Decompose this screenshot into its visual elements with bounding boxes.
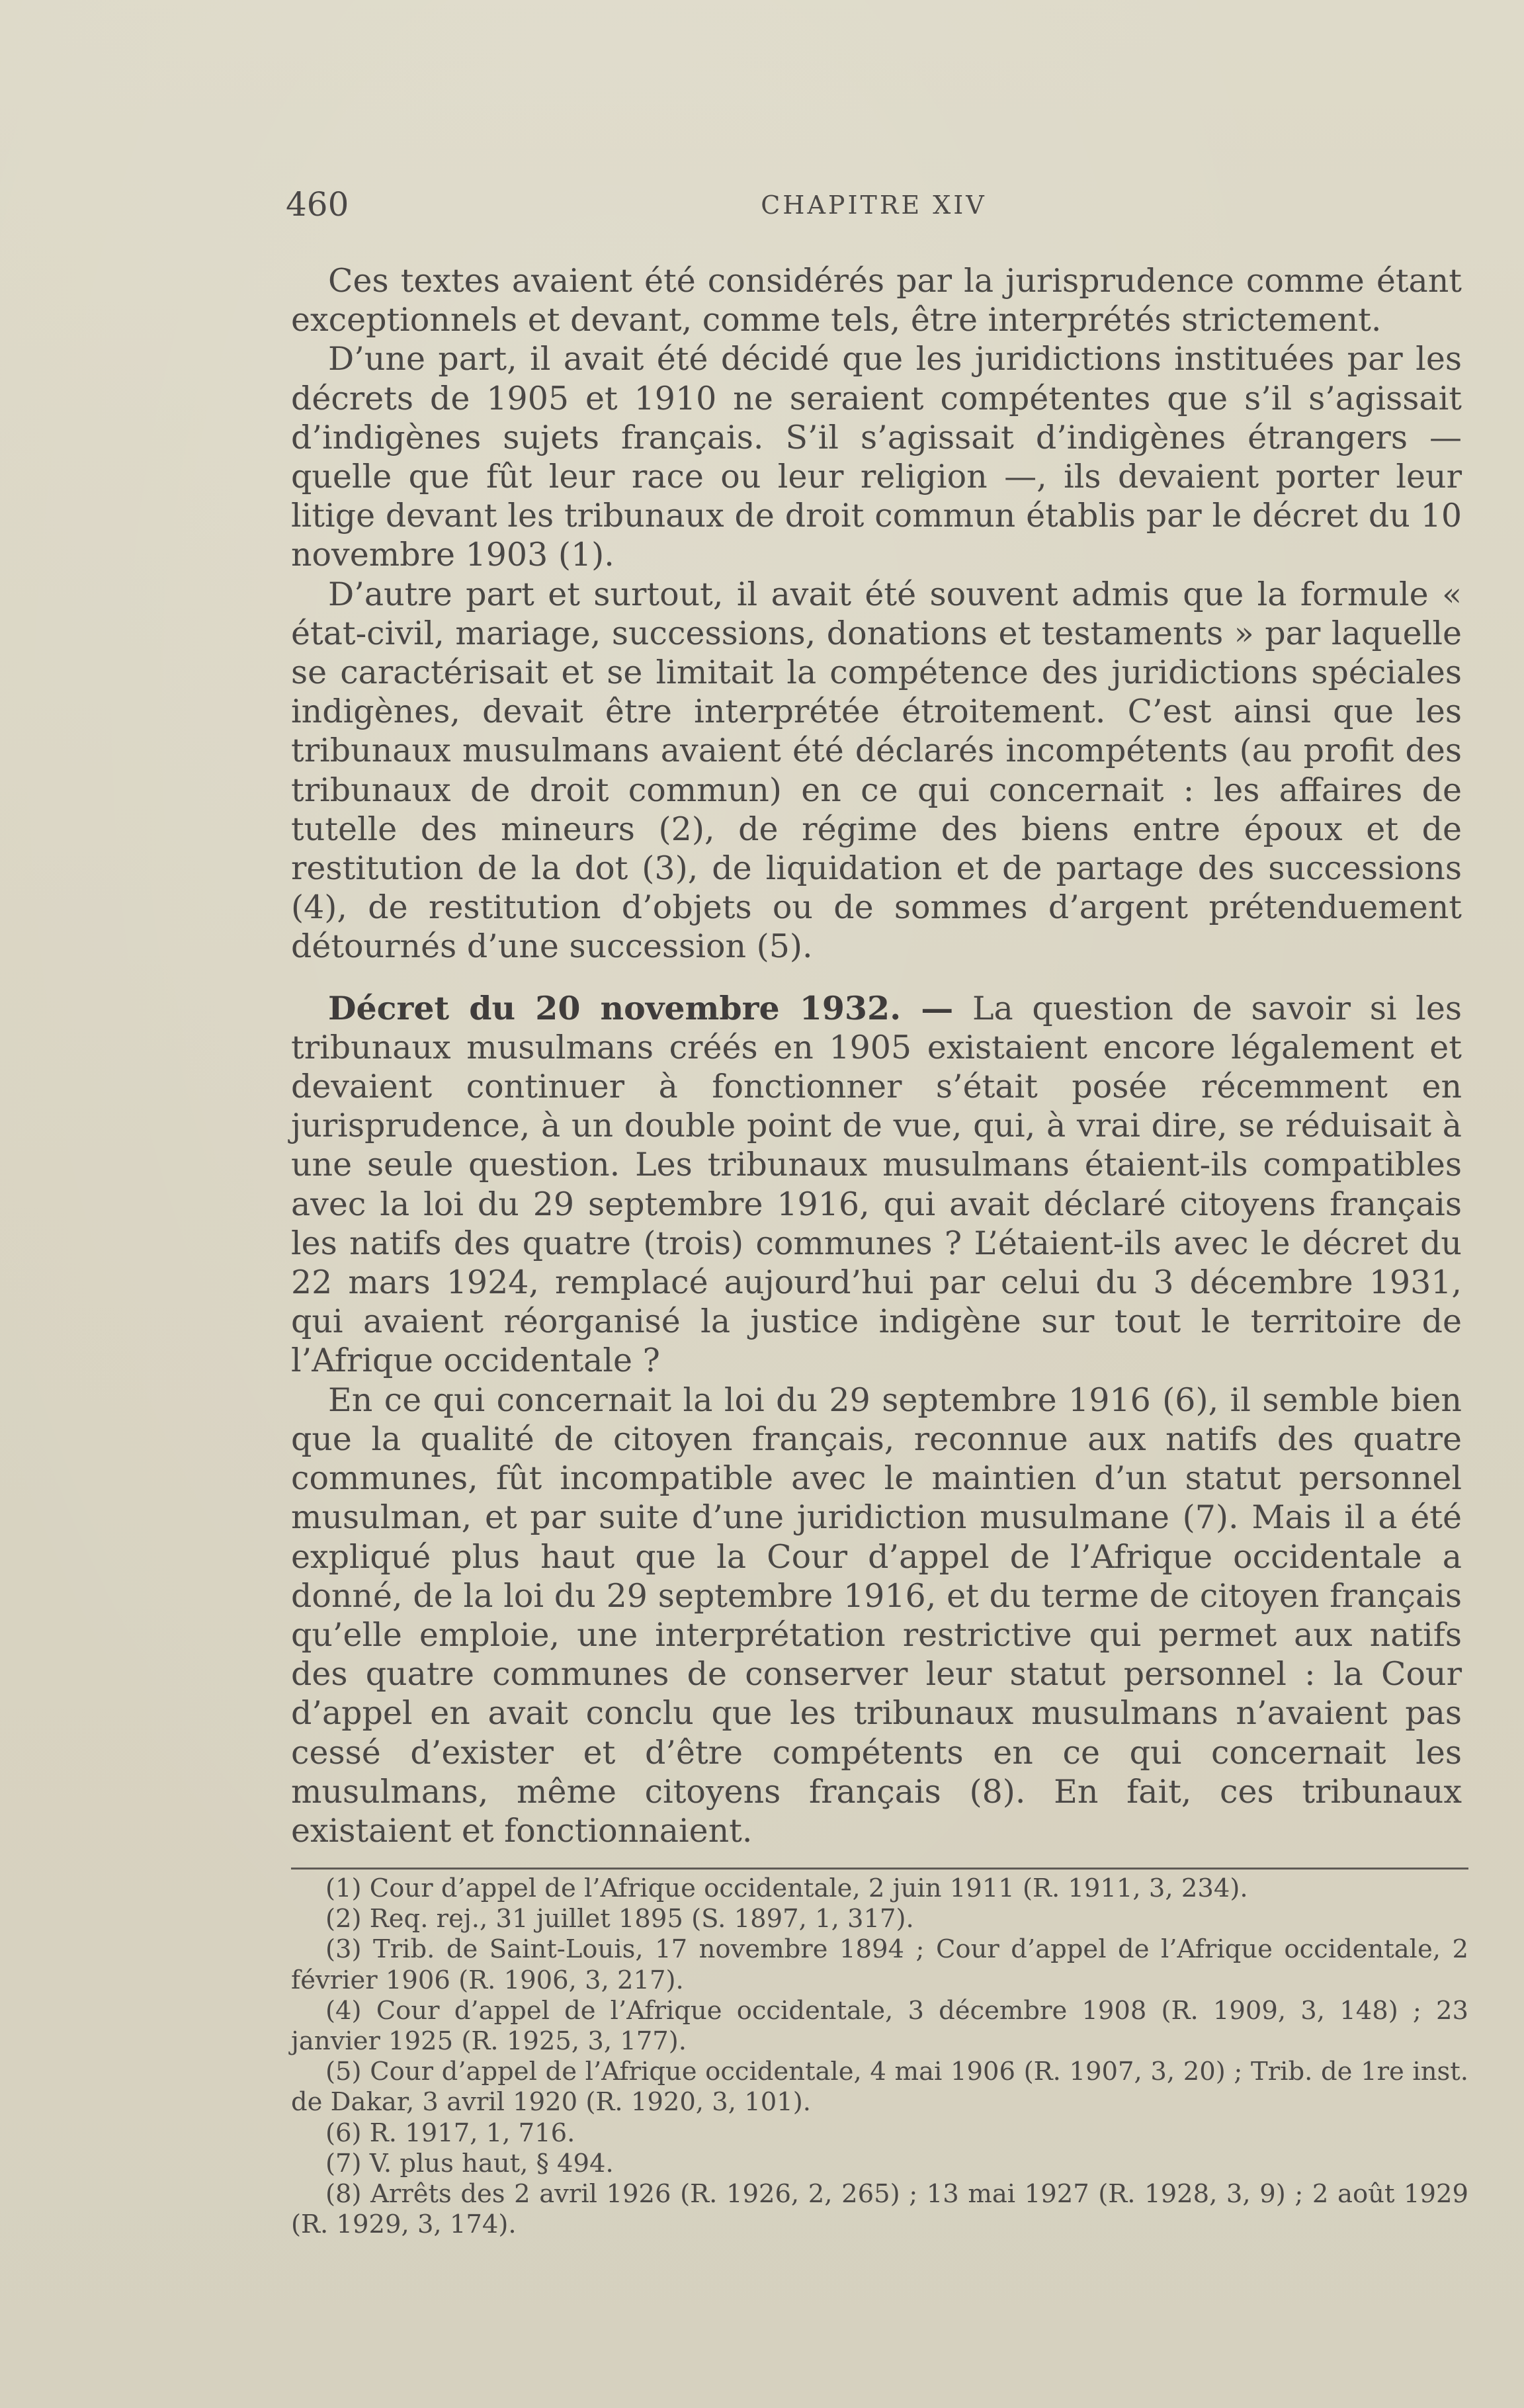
footnotes <box>291 1873 1468 2240</box>
footnote-separator <box>291 1868 1468 1870</box>
footnote-6: (6) R. 1917, 1, 716. <box>325 2118 575 2148</box>
running-title: CHAPITRE XIV <box>761 191 987 220</box>
page-number: 460 <box>286 185 349 224</box>
footnote-8: (8) Arrêts des 2 avril 1926 (R. 1926, 2, 265) ; 13 mai 1927 (R. 1928, 3, 9) ; 2 août 1929 (R. 1929, 3, 174). <box>291 2179 1468 2240</box>
paragraph-5: En ce qui concernait la loi du 29 septembre 1916 (6), il semble bien que la qualité de citoyen français, reconnue aux natifs des quatre communes, fût incompatible avec le maintien d’un statut personnel musulman, et par suite d’une juridiction musulmane (7). Mais il a été expliqué plus haut que la Cour d’appel de l’Afrique occidentale a donné, de la loi du 29 septembre 1916, et du terme de citoyen français qu’elle emploie, une interprétation restrictive qui permet aux natifs des quatre communes de conserver leur statut personnel : la Cour d’appel en avait conclu que les tribunaux musulmans n’avaient pas cessé d’exister et d’être compétents en ce qui concernait les musulmans, même citoyens français (8). En fait, ces tribunaux existaient et fonctionnaient. <box>291 1381 1462 1850</box>
footnote-3: (3) Trib. de Saint-Louis, 17 novembre 1894 ; Cour d’appel de l’Afrique occidentale, 2 février 1906 (R. 1906, 3, 217). <box>291 1934 1468 1995</box>
footnote-5: (5) Cour d’appel de l’Afrique occidentale, 4 mai 1906 (R. 1907, 3, 20) ; Trib. de 1re inst. de Dakar, 3 avril 1920 (R. 1920, 3, 101). <box>291 2057 1468 2118</box>
paragraph-4 <box>291 989 1462 1381</box>
page-header <box>286 185 1462 225</box>
paragraph-1: Ces textes avaient été considérés par la jurisprudence comme étant exceptionnels et devant, comme tels, être interprétés strictement. <box>291 262 1462 339</box>
paragraph-2: D’une part, il avait été décidé que les juridictions instituées par les décrets de 1905 et 1910 ne seraient compétentes que s’il s’agissait d’indigènes sujets français. S’il s’agissait d’indigènes étrangers — quelle que fût leur race ou leur religion —, ils devaient porter leur litige devant les tribunaux de droit commun établis par le décret du 10 novembre 1903 (1). <box>291 340 1462 574</box>
footnote-4: (4) Cour d’appel de l’Afrique occidentale, 3 décembre 1908 (R. 1909, 3, 148) ; 23 janvier 1925 (R. 1925, 3, 177). <box>291 1995 1468 2057</box>
paragraph-4-text: La question de savoir si les tribunaux musulmans créés en 1905 existaient encore légalement et devaient continuer à fonctionner s’était posée récemment en jurisprudence, à un double point de vue, qui, à vrai dire, se réduisait à une seule question. Les tribunaux musulmans étaient-ils compatibles avec la loi du 29 septembre 1916, qui avait déclaré citoyens français les natifs des quatre (trois) communes ? L’étaient-ils avec le décret du 22 mars 1924, remplacé aujourd’hui par celui du 3 décembre 1931, qui avaient réorganisé la justice indigène sur tout le territoire de l’Afrique occidentale ? <box>291 989 1462 1380</box>
footnote-7: (7) V. plus haut, § 494. <box>325 2148 614 2178</box>
footnote-1: (1) Cour d’appel de l’Afrique occidentale, 2 juin 1911 (R. 1911, 3, 234). <box>325 1873 1248 1903</box>
footnote-2: (2) Req. rej., 31 juillet 1895 (S. 1897, 1, 317). <box>325 1904 914 1934</box>
paragraph-3: D’autre part et surtout, il avait été souvent admis que la formule « état-civil, mariage, successions, donations et testaments » par laquelle se caractérisait et se limitait la compétence des juridictions spéciales indigènes, devait être interprétée étroitement. C’est ainsi que les tribunaux musulmans avaient été déclarés incompétents (au profit des tribunaux de droit commun) en ce qui concernait : les affaires de tutelle des mineurs (2), de régime des biens entre époux et de restitution de la dot (3), de liquidation et de partage des successions (4), de restitution d’objets ou de sommes d’argent prétenduement détournés d’une succession (5). <box>291 575 1462 966</box>
body-text <box>291 261 1462 1850</box>
section-heading: Décret du 20 novembre 1932. — <box>328 988 954 1027</box>
